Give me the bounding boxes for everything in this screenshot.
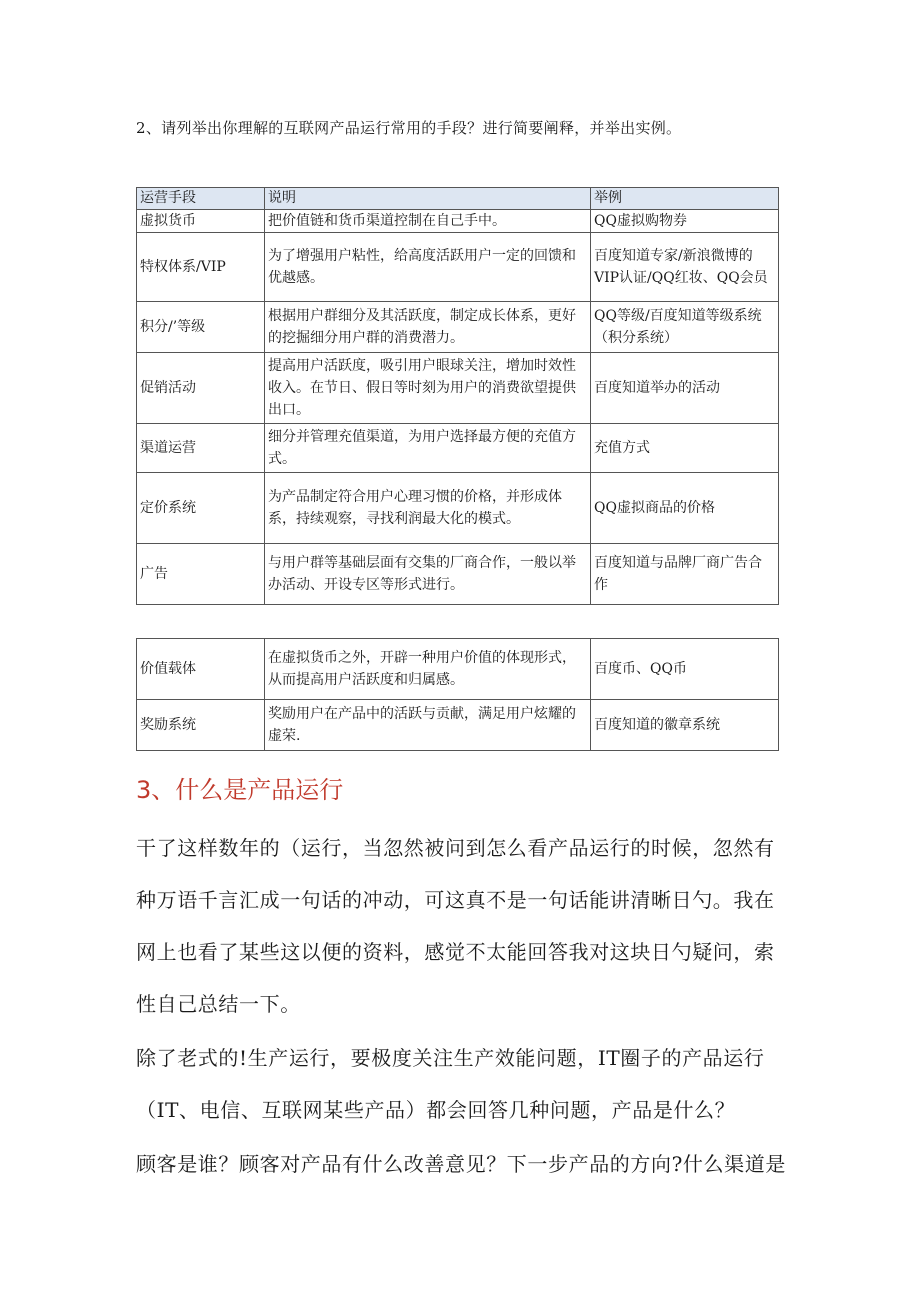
table-row <box>137 473 779 544</box>
cell-description: 细分并管理充值渠道，为用户选择最方便的充值方式。 <box>265 424 591 473</box>
section-title: 3、什么是产品运行 <box>136 776 344 804</box>
cell-method: 奖励系统 <box>137 700 265 751</box>
cell-description: 与用户群等基础层面有交集的厂商合作，一般以举办活动、开设专区等形式进行。 <box>265 544 591 605</box>
table-row <box>137 424 779 473</box>
cell-description: 在虚拟货币之外，开辟一种用户价值的体现形式，从而提高用户活跃度和归属感。 <box>265 639 591 700</box>
cell-example: 百度知道举办的活动 <box>591 353 779 424</box>
cell-example: 百度币、QQ币 <box>591 639 779 700</box>
cell-description: 根据用户群细分及其活跃度，制定成长体系，更好的挖掘细分用户群的消费潜力。 <box>265 302 591 353</box>
cell-example: 百度知道的徽章系统 <box>591 700 779 751</box>
table-row <box>137 233 779 302</box>
cell-method: 特权体系/VIP <box>137 233 265 302</box>
header-example: 举例 <box>591 188 779 210</box>
cell-description: 为了增强用户粘性，给高度活跃用户一定的回馈和优越感。 <box>265 233 591 302</box>
operations-table-continued <box>136 638 779 751</box>
question-text: 2、请列举出你理解的互联网产品运行常用的手段？进行简要阐释，并举出实例。 <box>136 119 682 137</box>
cell-method: 虚拟货币 <box>137 210 265 233</box>
cell-method: 定价系统 <box>137 473 265 544</box>
cell-description: 把价值链和货币渠道控制在自己手中。 <box>265 210 591 233</box>
cell-method: 渠道运营 <box>137 424 265 473</box>
cell-method: 促销活动 <box>137 353 265 424</box>
cell-description: 为产品制定符合用户心理习惯的价格，并形成体系，持续观察，寻找利润最大化的模式。 <box>265 473 591 544</box>
header-description: 说明 <box>265 188 591 210</box>
table-row <box>137 700 779 751</box>
cell-method: 价值载体 <box>137 639 265 700</box>
cell-method: 积分/’等级 <box>137 302 265 353</box>
table-header-row <box>137 188 779 210</box>
cell-description: 奖励用户在产品中的活跃与贡献，满足用户炫耀的虚荣. <box>265 700 591 751</box>
operations-table <box>136 187 779 605</box>
cell-method: 广告 <box>137 544 265 605</box>
cell-example: 百度知道与品牌厂商广告合作 <box>591 544 779 605</box>
table-row <box>137 210 779 233</box>
header-method: 运营手段 <box>137 188 265 210</box>
body-paragraph: 干了这样数年的（运行，当忽然被问到怎么看产品运行的时候，忽然有种万语千言汇成一句话的冲动，可这真不是一句话能讲清晰日勺。我在网上也看了某些这以便的资料，感觉不太能回答我对这块日勺疑问，索性自己总结一下。 <box>136 836 775 1016</box>
cell-example: QQ虚拟购物券 <box>591 210 779 233</box>
cell-example: QQ虚拟商品的价格 <box>591 473 779 544</box>
cell-example: 充值方式 <box>591 424 779 473</box>
body-paragraph: 顾客是谁？顾客对产品有什么改善意见？下一步产品的方向?什么渠道是 <box>136 1152 786 1176</box>
table-row <box>137 302 779 353</box>
cell-example: 百度知道专家/新浪微博的VIP认证/QQ红妆、QQ会员 <box>591 233 779 302</box>
table-row <box>137 353 779 424</box>
table-row <box>137 639 779 700</box>
cell-description: 提高用户活跃度，吸引用户眼球关注，增加时效性收入。在节日、假日等时刻为用户的消费欲望提供出口。 <box>265 353 591 424</box>
cell-example: QQ等级/百度知道等级系统（积分系统） <box>591 302 779 353</box>
table-row <box>137 544 779 605</box>
body-paragraph: 除了老式的!生产运行，要极度关注生产效能问题，IT圈子的产品运行（IT、电信、互联网某些产品）都会回答几种问题，产品是什么？ <box>136 1046 765 1122</box>
